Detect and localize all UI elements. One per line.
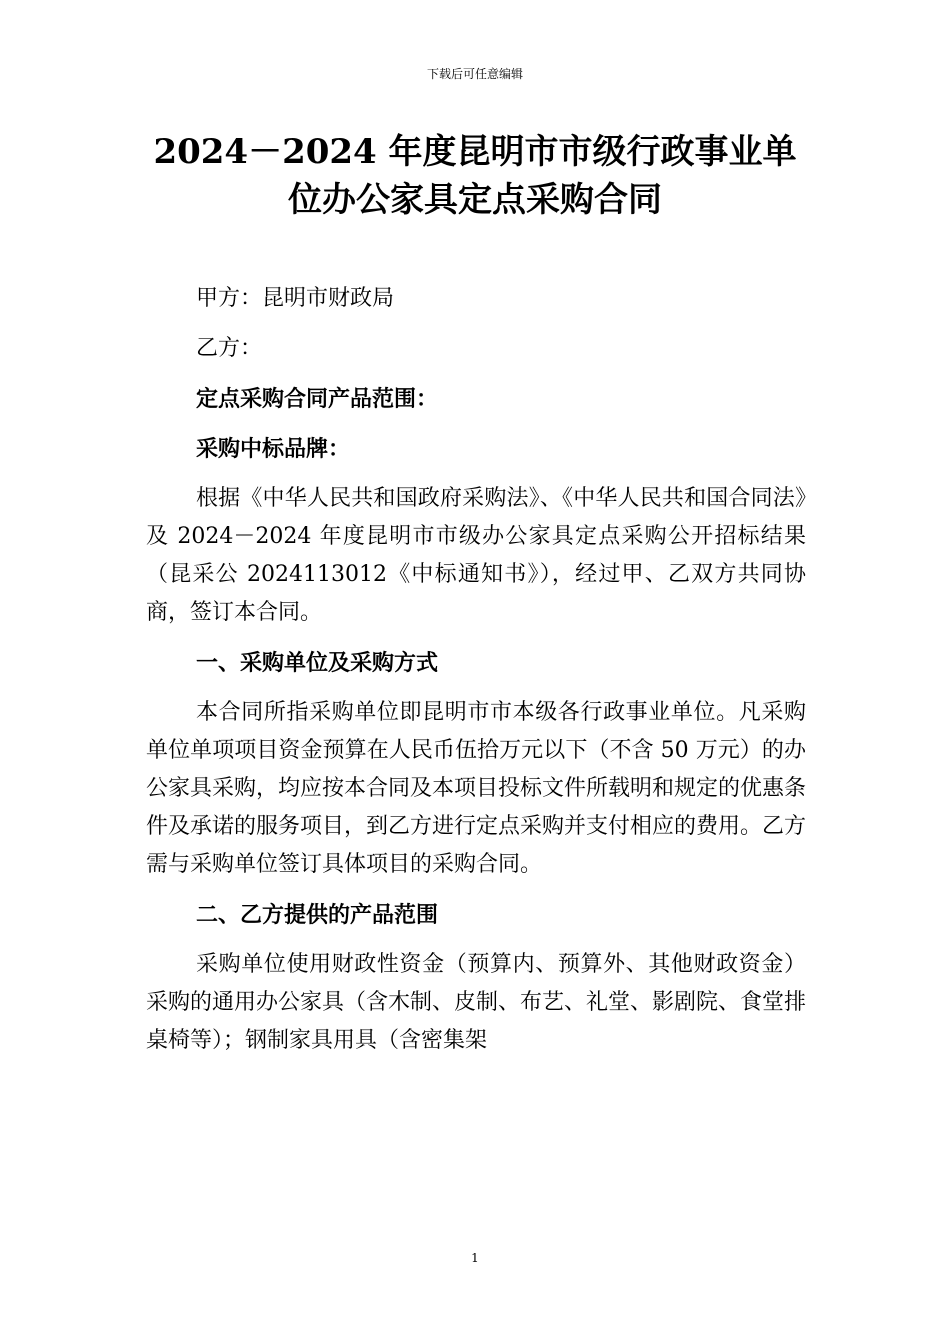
section-1-heading: 一、采购单位及采购方式	[196, 650, 439, 676]
header-note: 下载后可任意编辑	[426, 67, 523, 81]
party-b: 乙方：	[196, 336, 263, 361]
intro-paragraph: 根据《中华人民共和国政府采购法》、《中华人民共和国合同法》及 2024－2024 年度昆明市市级办公家具定点采购公开招标结果（昆采公 2024113012《中标通知书》），经过甲、乙双方共同协商，签订本合同。	[146, 486, 806, 625]
scope-label: 定点采购合同产品范围：	[196, 386, 439, 412]
title-line-2: 位办公家具定点采购合同	[288, 180, 662, 220]
section-2-paragraph: 采购单位使用财政性资金（预算内、预算外、其他财政资金）采购的通用办公家具（含木制、皮制、布艺、礼堂、影剧院、食堂排桌椅等）；钢制家具用具（含密集架	[146, 952, 807, 1053]
title-line-1: 2024－2024 年度昆明市市级行政事业单	[153, 132, 797, 172]
section-2-heading: 二、乙方提供的产品范围	[196, 902, 439, 928]
party-a: 甲方：昆明市财政局	[196, 286, 395, 311]
document-body	[146, 280, 806, 1072]
section-1-paragraph: 本合同所指采购单位即昆明市市本级各行政事业单位。凡采购单位单项项目资金预算在人民币伍拾万元以下（不含 50 万元）的办公家具采购，均应按本合同及本项目投标文件所载明和规定的优惠条件及承诺的服务项目，到乙方进行定点采购并支付相应的费用。乙方需与采购单位签订具体项目的采购合同。	[146, 700, 807, 877]
document-title	[120, 128, 830, 224]
brand-label: 采购中标品牌：	[196, 436, 351, 462]
page-number: 1	[471, 1251, 479, 1265]
